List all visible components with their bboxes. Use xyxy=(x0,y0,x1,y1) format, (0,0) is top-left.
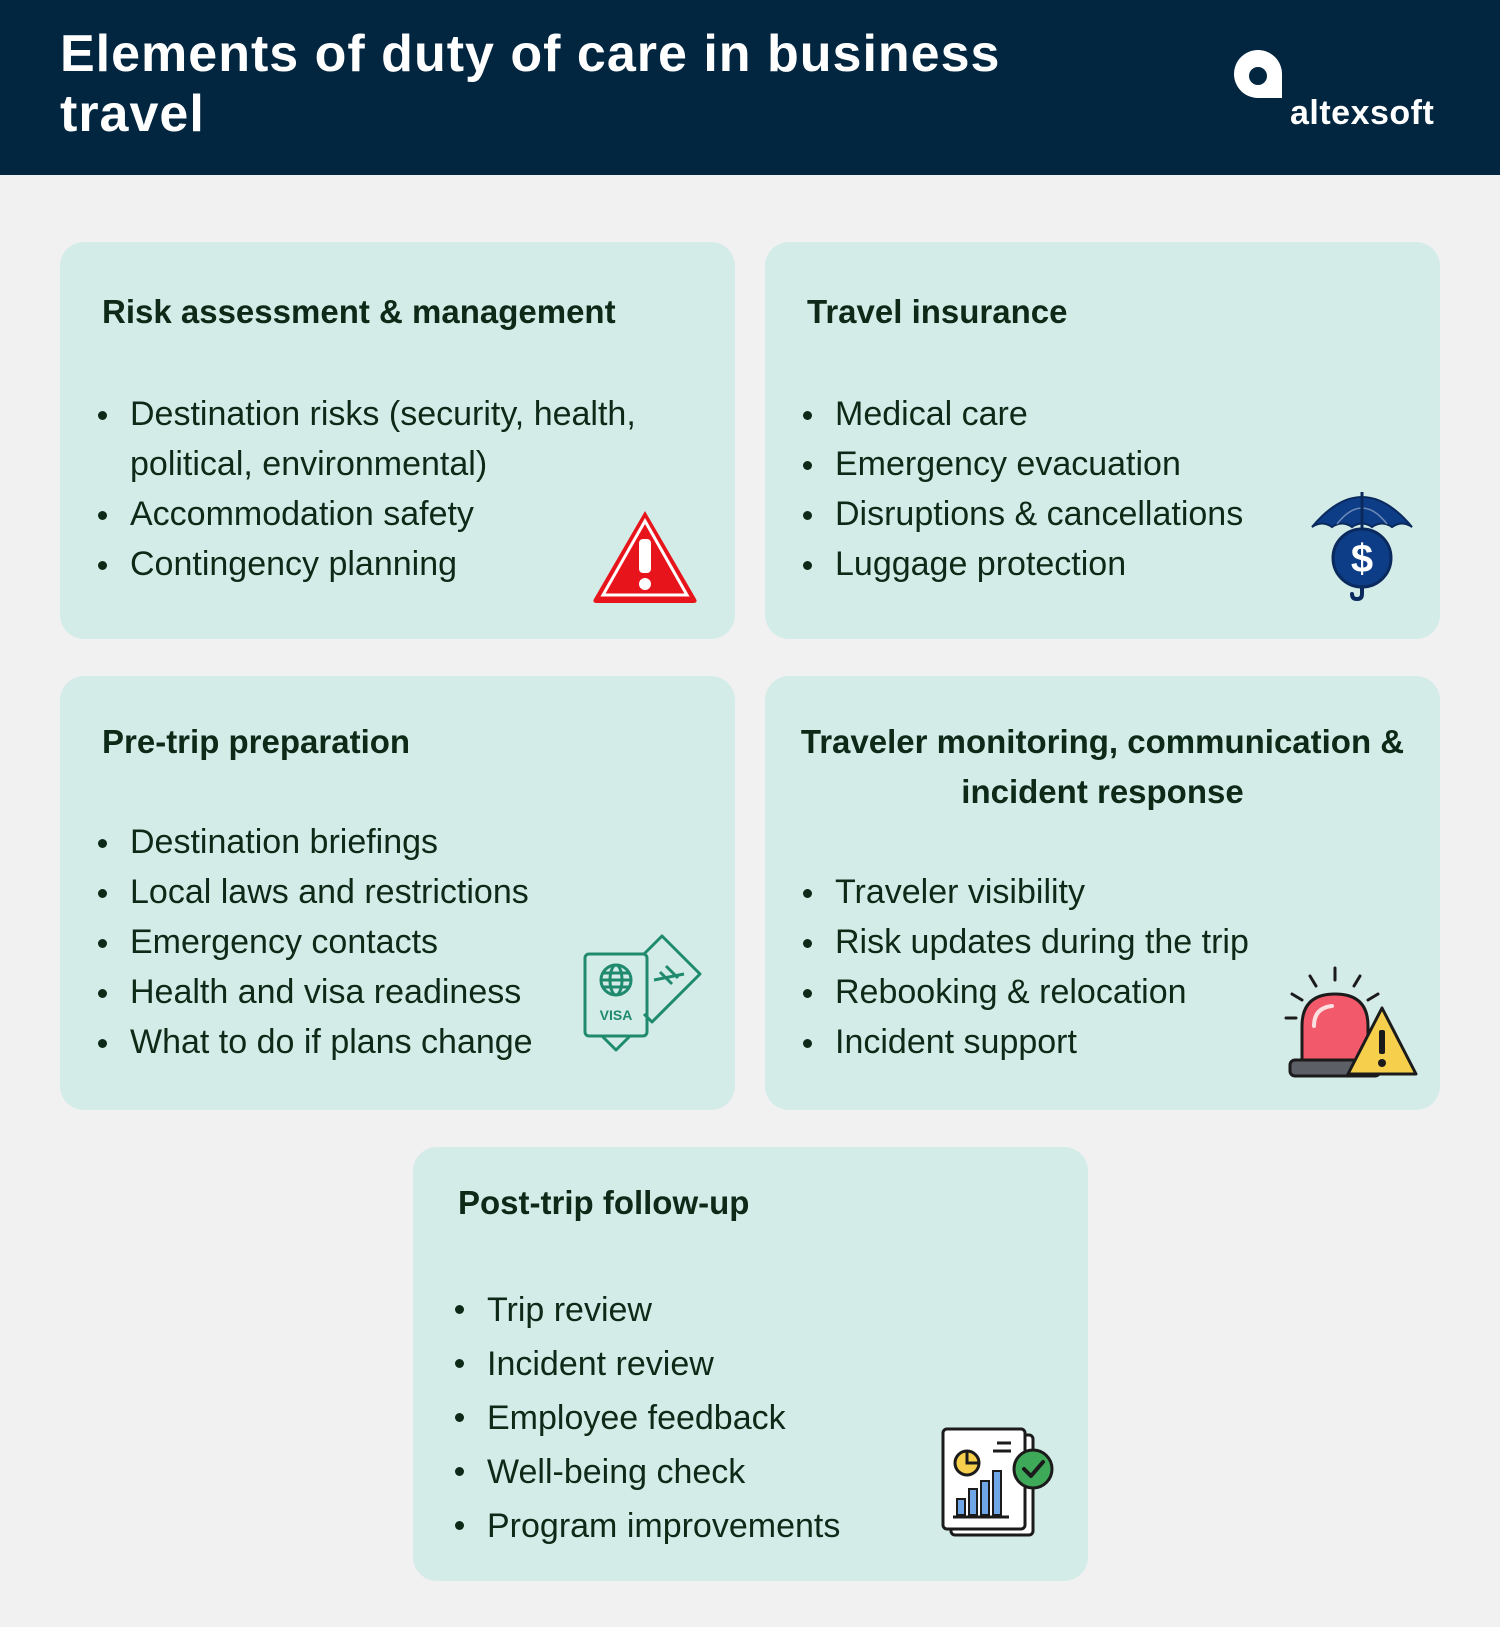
visa-passport-icon xyxy=(582,934,702,1058)
card-title: Traveler monitoring, communication & incident response xyxy=(800,723,1405,810)
card-list xyxy=(96,389,676,589)
card-list xyxy=(453,1283,913,1553)
header-banner xyxy=(0,0,1500,175)
siren-alert-icon xyxy=(1280,964,1420,1084)
visa-label: VISA xyxy=(599,1007,633,1023)
card-title: Risk assessment & management xyxy=(102,293,616,330)
list-item: Program improvements xyxy=(453,1499,913,1553)
list-item: Trip review xyxy=(453,1283,913,1337)
list-item: Local laws and restrictions xyxy=(96,867,596,917)
card-traveler-monitoring xyxy=(765,676,1440,1110)
page-title: Elements of duty of care in business travel xyxy=(60,25,1001,143)
card-list xyxy=(96,817,596,1067)
list-item: Emergency contacts xyxy=(96,917,596,967)
card-list xyxy=(801,389,1301,589)
brand-name: altexsoft xyxy=(1290,94,1435,132)
warning-triangle-icon xyxy=(590,507,700,605)
list-item: Luggage protection xyxy=(801,539,1301,589)
card-risk-assessment xyxy=(60,242,735,639)
list-item: Destination briefings xyxy=(96,817,596,867)
list-item: Incident review xyxy=(453,1337,913,1391)
list-item: Traveler visibility xyxy=(801,867,1301,917)
list-item: Emergency evacuation xyxy=(801,439,1301,489)
list-item: What to do if plans change xyxy=(96,1017,596,1067)
list-item: Well-being check xyxy=(453,1445,913,1499)
card-title: Post-trip follow-up xyxy=(458,1184,750,1221)
card-travel-insurance xyxy=(765,242,1440,639)
list-item: Risk updates during the trip xyxy=(801,917,1301,967)
altexsoft-logo-icon xyxy=(1232,46,1288,102)
card-post-trip-follow-up xyxy=(413,1147,1088,1581)
list-item: Health and visa readiness xyxy=(96,967,596,1017)
report-checkmark-icon xyxy=(937,1427,1057,1547)
list-item: Disruptions & cancellations xyxy=(801,489,1301,539)
card-title: Pre-trip preparation xyxy=(102,723,411,760)
list-item: Destination risks (security, health, political, environmental) xyxy=(96,389,676,489)
list-item: Incident support xyxy=(801,1017,1301,1067)
umbrella-dollar-icon xyxy=(1307,482,1417,602)
brand-logo[interactable] xyxy=(1232,46,1447,136)
card-title: Travel insurance xyxy=(807,293,1068,330)
list-item: Employee feedback xyxy=(453,1391,913,1445)
svg-text:$: $ xyxy=(1350,537,1374,581)
list-item: Rebooking & relocation xyxy=(801,967,1301,1017)
list-item: Contingency planning xyxy=(96,539,676,589)
card-list xyxy=(801,867,1301,1067)
card-pre-trip-preparation xyxy=(60,676,735,1110)
list-item: Accommodation safety xyxy=(96,489,676,539)
list-item: Medical care xyxy=(801,389,1301,439)
